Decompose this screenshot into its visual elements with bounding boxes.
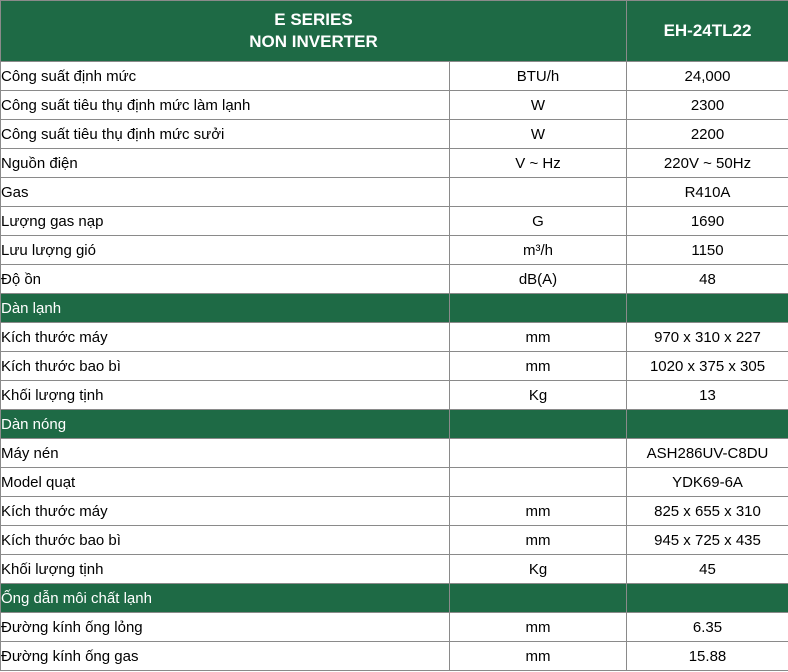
row-label: Lượng gas nạp <box>1 207 450 236</box>
row-value: 13 <box>627 381 788 410</box>
series-title: E SERIES <box>274 10 353 29</box>
row-value: R410A <box>627 178 788 207</box>
row-label: Công suất tiêu thụ định mức sưởi <box>1 120 450 149</box>
row-label: Khối lượng tịnh <box>1 381 450 410</box>
row-label: Đường kính ống lỏng <box>1 613 450 642</box>
row-unit: dB(A) <box>450 265 627 294</box>
table-row <box>1 178 788 207</box>
table-row <box>1 207 788 236</box>
row-unit: mm <box>450 352 627 381</box>
row-unit <box>450 439 627 468</box>
row-label: Công suất tiêu thụ định mức làm lạnh <box>1 91 450 120</box>
row-unit: V ~ Hz <box>450 149 627 178</box>
section-empty-cell <box>627 584 788 613</box>
section-empty-cell <box>450 584 627 613</box>
row-unit: mm <box>450 642 627 671</box>
section-label: Dàn nóng <box>1 410 450 439</box>
table-row <box>1 265 788 294</box>
table-row <box>1 468 788 497</box>
row-unit: mm <box>450 323 627 352</box>
row-unit: G <box>450 207 627 236</box>
table-row <box>1 120 788 149</box>
table-row <box>1 62 788 91</box>
row-value: 1020 x 375 x 305 <box>627 352 788 381</box>
row-value: 1150 <box>627 236 788 265</box>
row-unit: mm <box>450 613 627 642</box>
row-value: ASH286UV-C8DU <box>627 439 788 468</box>
row-label: Độ ồn <box>1 265 450 294</box>
row-unit: m³/h <box>450 236 627 265</box>
row-value: 220V ~ 50Hz <box>627 149 788 178</box>
row-value: 2300 <box>627 91 788 120</box>
row-unit <box>450 178 627 207</box>
row-value: 48 <box>627 265 788 294</box>
row-label: Lưu lượng gió <box>1 236 450 265</box>
row-value: 24,000 <box>627 62 788 91</box>
row-value: 825 x 655 x 310 <box>627 497 788 526</box>
row-unit: mm <box>450 497 627 526</box>
row-unit: mm <box>450 526 627 555</box>
row-unit <box>450 468 627 497</box>
table-row <box>1 555 788 584</box>
series-subtitle: NON INVERTER <box>249 32 378 51</box>
table-row <box>1 149 788 178</box>
row-label: Công suất định mức <box>1 62 450 91</box>
section-header-row <box>1 584 788 613</box>
row-unit: Kg <box>450 555 627 584</box>
series-header-cell <box>1 1 627 62</box>
spec-table-body <box>1 1 788 671</box>
section-header-row <box>1 294 788 323</box>
table-row <box>1 497 788 526</box>
row-value: 2200 <box>627 120 788 149</box>
table-row <box>1 236 788 265</box>
section-empty-cell <box>450 294 627 323</box>
row-value: 15.88 <box>627 642 788 671</box>
row-label: Gas <box>1 178 450 207</box>
section-label: Dàn lạnh <box>1 294 450 323</box>
row-unit: BTU/h <box>450 62 627 91</box>
row-unit: W <box>450 120 627 149</box>
table-row <box>1 381 788 410</box>
table-row <box>1 526 788 555</box>
row-label: Kích thước máy <box>1 497 450 526</box>
row-label: Kích thước bao bì <box>1 352 450 381</box>
row-value: 6.35 <box>627 613 788 642</box>
section-empty-cell <box>627 294 788 323</box>
row-value: 45 <box>627 555 788 584</box>
row-label: Kích thước bao bì <box>1 526 450 555</box>
section-header-row <box>1 410 788 439</box>
row-label: Kích thước máy <box>1 323 450 352</box>
table-row <box>1 642 788 671</box>
row-label: Nguồn điện <box>1 149 450 178</box>
row-label: Khối lượng tịnh <box>1 555 450 584</box>
row-value: 970 x 310 x 227 <box>627 323 788 352</box>
table-header-row <box>1 1 788 62</box>
row-value: 945 x 725 x 435 <box>627 526 788 555</box>
model-header-cell: EH-24TL22 <box>627 1 788 62</box>
row-label: Máy nén <box>1 439 450 468</box>
row-label: Đường kính ống gas <box>1 642 450 671</box>
row-unit: W <box>450 91 627 120</box>
section-label: Ống dẫn môi chất lạnh <box>1 584 450 613</box>
table-row <box>1 613 788 642</box>
section-empty-cell <box>450 410 627 439</box>
row-value: YDK69-6A <box>627 468 788 497</box>
row-value: 1690 <box>627 207 788 236</box>
table-row <box>1 439 788 468</box>
row-unit: Kg <box>450 381 627 410</box>
table-row <box>1 352 788 381</box>
row-label: Model quạt <box>1 468 450 497</box>
table-row <box>1 323 788 352</box>
table-row <box>1 91 788 120</box>
section-empty-cell <box>627 410 788 439</box>
